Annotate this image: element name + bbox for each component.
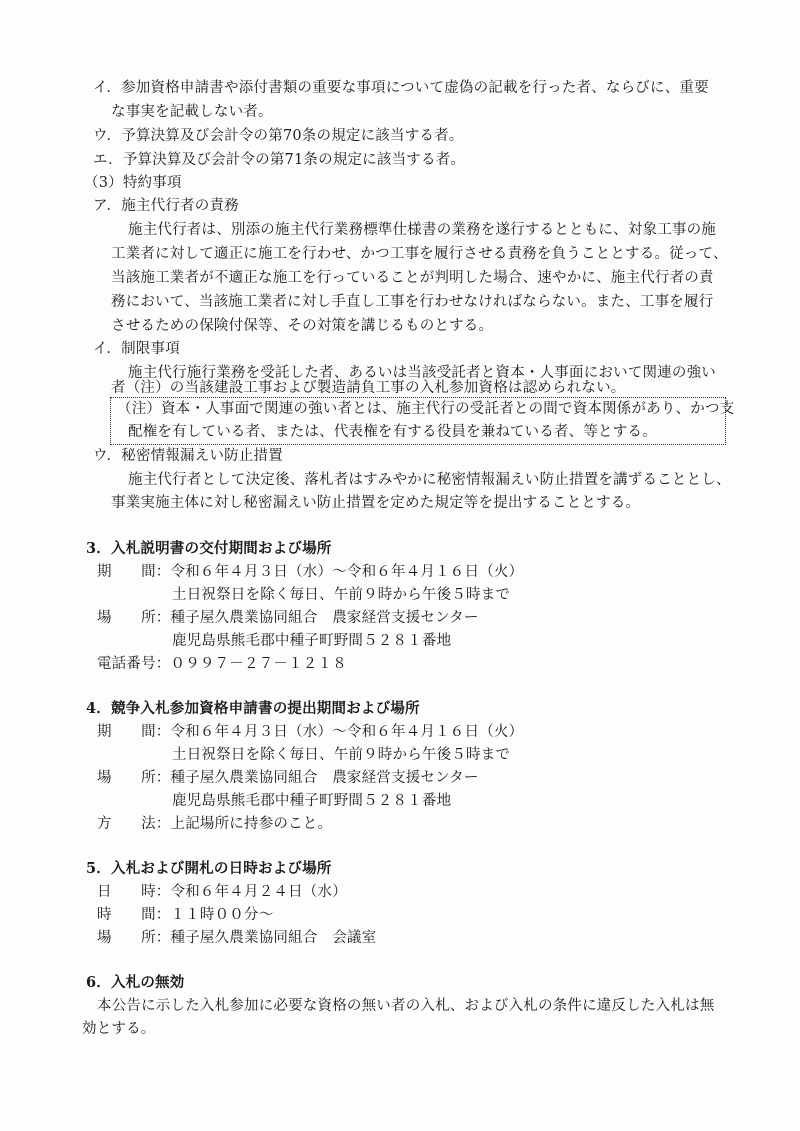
section-6-title: 6．入札の無効 bbox=[86, 974, 185, 991]
s6-text-1: 本公告に示した入札参加に必要な資格の無い者の入札、および入札の条件に違反した入札は無 bbox=[97, 998, 715, 1014]
item-a-text-5: させるための保険付保等、その対策を講じるものとする。 bbox=[111, 318, 494, 334]
s4-address: 鹿児島県熊毛郡中種子町野間５２８１番地 bbox=[172, 793, 452, 809]
s4-period: 期 間：令和６年４月３日（水）～令和６年４月１６日（火） bbox=[97, 724, 524, 740]
note-text-2: 配権を有している者、または、代表権を有する役員を兼ねている者、等とする。 bbox=[128, 424, 657, 440]
item-i2-heading: イ．制限事項 bbox=[93, 341, 180, 357]
item-u2-text-2: 事業実施主体に対し秘密漏えい防止措置を定めた規定等を提出することとする。 bbox=[111, 495, 641, 511]
s3-period: 期 間：令和６年４月３日（水）～令和６年４月１６日（火） bbox=[97, 564, 524, 580]
item-a-heading: ア．施主代行者の責務 bbox=[93, 198, 239, 214]
s4-place: 場 所：種子屋久農業協同組合 農家経営支援センター bbox=[97, 770, 479, 786]
s4-method: 方 法：上記場所に持参のこと。 bbox=[97, 816, 333, 832]
item-a-text-2: 工業者に対して適正に施工を行わせ、かつ工事を履行させる責務を負うこととする。従って、 bbox=[111, 246, 728, 262]
item-a-text-1: 施主代行者は、別添の施主代行業務標準仕様書の業務を遂行するとともに、対象工事の施 bbox=[128, 222, 716, 238]
item-u2-heading: ウ．秘密情報漏えい防止措置 bbox=[93, 448, 283, 464]
item-u2-text-1: 施主代行者として決定後、落札者はすみやかに秘密情報漏えい防止措置を講ずることとし、 bbox=[128, 472, 731, 488]
s3-place: 場 所：種子屋久農業協同組合 農家経営支援センター bbox=[97, 610, 479, 626]
section-5-title: 5．入札および開札の日時および場所 bbox=[86, 860, 332, 877]
s3-phone: 電話番号：０９９７－２７－１２１８ bbox=[97, 656, 347, 672]
s5-time: 時 間：１１時００分～ bbox=[97, 907, 274, 923]
section-4-title: 4．競争入札参加資格申請書の提出期間および場所 bbox=[86, 700, 420, 717]
item-a-text-3: 当該施工業者が不適正な施工を行っていることが判明した場合、速やかに、施主代行者の責 bbox=[111, 270, 714, 286]
item-i2-text-2: 者（注）の当該建設工事および製造請負工事の入札参加資格は認められない。 bbox=[111, 380, 626, 396]
item-a-text-4: 務において、当該施工業者に対し手直し工事を行わせなければならない。また、工事を履行 bbox=[111, 294, 714, 310]
item-e-line: エ．予算決算及び会計令の第71条の規定に該当する者。 bbox=[93, 152, 466, 168]
s3-period-note: 土日祝祭日を除く毎日、午前９時から午後５時まで bbox=[172, 587, 511, 603]
item-i2-text-1: 施主代行施行業務を受託した者、あるいは当該受託者と資本・人事面において関連の強い bbox=[128, 365, 716, 381]
section-3-heading: （3）特約事項 bbox=[84, 175, 182, 191]
s6-text-2: 効とする。 bbox=[82, 1021, 156, 1037]
s5-place: 場 所：種子屋久農業協同組合 会議室 bbox=[97, 930, 377, 946]
item-i-line1: イ．参加資格申請書や添付書類の重要な事項について虚偽の記載を行った者、ならびに、重要 bbox=[93, 80, 709, 96]
item-i-line2: な事実を記載しない者。 bbox=[111, 104, 273, 120]
note-text-1: （注）資本・人事面で関連の強い者とは、施主代行の受託者との間で資本関係があり、かつ支 bbox=[117, 401, 735, 417]
s3-address: 鹿児島県熊毛郡中種子町野間５２８１番地 bbox=[172, 633, 452, 649]
section-3-title: 3．入札説明書の交付期間および場所 bbox=[86, 540, 332, 557]
s5-date: 日 時：令和６年４月２４日（水） bbox=[97, 884, 347, 900]
s4-period-note: 土日祝祭日を除く毎日、午前９時から午後５時まで bbox=[172, 747, 511, 763]
item-u-line: ウ．予算決算及び会計令の第70条の規定に該当する者。 bbox=[93, 128, 464, 144]
